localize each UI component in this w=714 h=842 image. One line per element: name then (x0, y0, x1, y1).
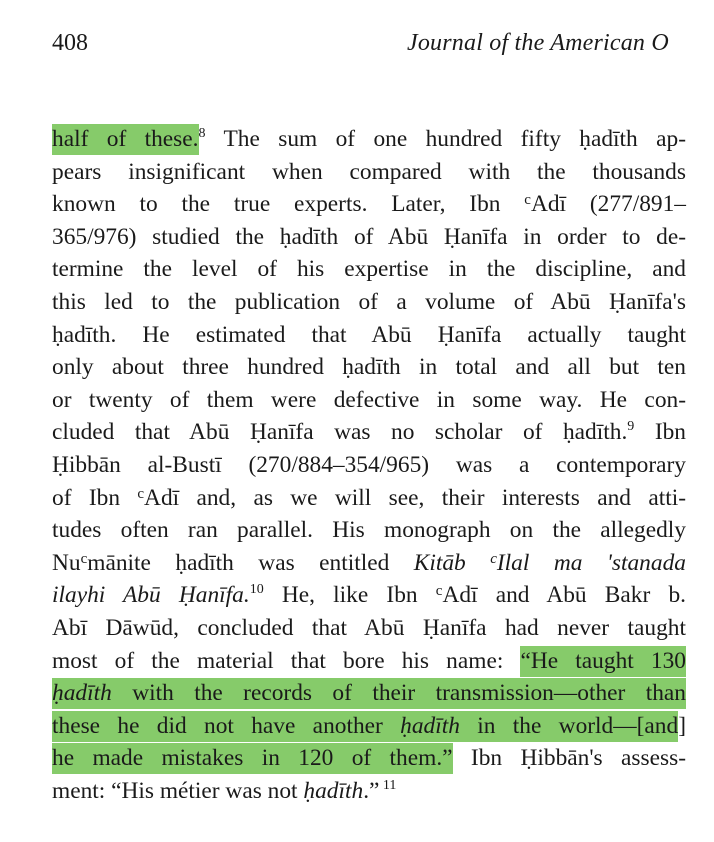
text-line (52, 514, 686, 547)
text-line (52, 384, 686, 417)
text-run: or twenty of them were defective in some way. He con- (52, 386, 686, 413)
ayn-mark: c (137, 485, 145, 502)
text-run: termine the level of his expertise in the discipline, and (52, 256, 686, 283)
text-run: most of the material that bore his name: (52, 647, 521, 674)
text-run: Ilal ma 'stanada (496, 549, 686, 576)
text-run: Kitāb (413, 549, 491, 576)
footnote-marker: 10 (249, 582, 264, 598)
text-line (52, 449, 686, 482)
ayn-mark: c (490, 550, 497, 567)
text-run: Ibn (634, 419, 686, 446)
text-run: of Ibn (52, 484, 138, 511)
text-run: this led to the publication of a volume of Abū Ḥanīfa's (52, 288, 686, 315)
text-line (52, 188, 686, 221)
text-run: ment: “His métier was not (52, 777, 304, 804)
text-run: Nu (52, 549, 81, 576)
text-run: tudes often ran parallel. His monograph on the allegedly (52, 517, 686, 544)
text-run: ḥadīth (303, 777, 364, 804)
page-number: 408 (52, 30, 88, 56)
text-line (52, 319, 686, 352)
text-line (52, 677, 686, 710)
text-line (52, 416, 686, 449)
text-run: cluded that Abū Ḥanīfa was no scholar of ḥadīth. (52, 419, 628, 446)
text-run: Adī and, as we will see, their interests and atti- (144, 484, 686, 511)
text-line (52, 351, 686, 384)
highlighted-text: ḥadīth (52, 678, 112, 709)
highlighted-text: “He taught 130 (520, 646, 686, 677)
text-line (52, 482, 686, 515)
ayn-mark: c (80, 550, 88, 567)
text-line (52, 156, 686, 189)
text-run: The sum of one hundred fifty ḥadīth ap- (205, 126, 686, 152)
text-run: ] (678, 712, 686, 739)
text-line (52, 286, 686, 319)
text-line (52, 547, 686, 580)
text-line (52, 579, 686, 612)
text-run: only about three hundred ḥadīth in total and all but ten (52, 354, 686, 381)
text-run: Adī (277/891– (530, 191, 686, 218)
footnote-marker: 8 (198, 126, 206, 142)
ayn-mark: c (524, 192, 531, 209)
journal-title: Journal of the American O (407, 30, 669, 56)
text-run: ḥadīth. He estimated that Abū Ḥanīfa actually taught (52, 321, 686, 348)
highlighted-text: half of these. (52, 124, 199, 155)
footnote-marker: 11 (379, 778, 397, 794)
text-run: mānite ḥadīth was entitled (87, 549, 414, 576)
highlighted-text: he made mistakes in 120 of them.” (52, 743, 453, 774)
ayn-mark: c (435, 583, 443, 600)
text-run: pears insignificant when compared with the thousands (52, 158, 686, 185)
text-run: Ibn Ḥibbān's assess- (452, 745, 686, 772)
text-run: ilayhi Abū Ḥanīfa. (52, 582, 250, 609)
text-line (52, 612, 686, 645)
text-run: 365/976) studied the ḥadīth of Abū Ḥanīfa in order to de- (52, 223, 686, 250)
text-run: Ḥibbān al-Bustī (270/884–354/965) was a contemporary (52, 451, 686, 478)
text-line (52, 645, 686, 678)
text-run: known to the true experts. Later, Ibn (52, 191, 525, 218)
highlighted-text: these he did not have another (52, 711, 400, 742)
text-line (52, 253, 686, 286)
highlighted-text: in the world—[and (460, 711, 678, 742)
article-paragraph (52, 123, 686, 807)
text-run: Abī Dāwūd, concluded that Abū Ḥanīfa had never taught (52, 614, 686, 641)
highlighted-text: ḥadīth (400, 711, 460, 742)
text-line (52, 710, 686, 743)
text-run: He, like Ibn (263, 582, 436, 609)
text-run: .” (363, 777, 380, 804)
highlighted-text: with the records of their transmission—other than (112, 678, 686, 709)
text-line (52, 775, 686, 808)
text-run: Adī and Abū Bakr b. (442, 582, 686, 609)
text-line (52, 221, 686, 254)
text-line (52, 123, 686, 156)
text-line (52, 742, 686, 775)
footnote-marker: 9 (627, 419, 635, 435)
running-header (52, 30, 714, 64)
